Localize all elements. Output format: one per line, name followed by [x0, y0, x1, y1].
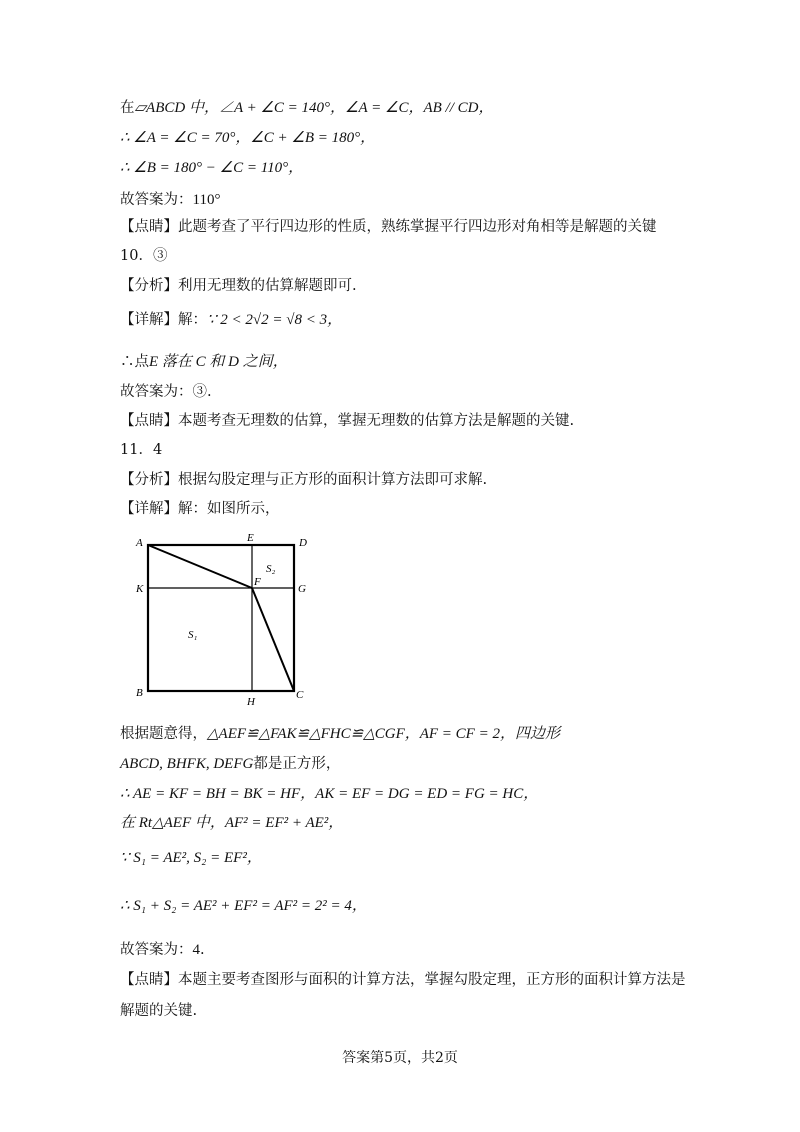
- text-line-22: 【点睛】本题主要考查图形与面积的计算方法，掌握勾股定理，正方形的面积计算方法是: [120, 972, 686, 988]
- text-line-8: [120, 310, 342, 330]
- geometry-figure: [128, 530, 318, 710]
- text-line-10: 故答案为：③.: [120, 384, 212, 400]
- question-number-11: 11．4: [120, 442, 163, 458]
- text-line-9: [120, 352, 288, 372]
- math-expression: ∵ 2 < 2√2 = √8 < 3，: [207, 312, 343, 328]
- analysis-line: 【分析】根据勾股定理与正方形的面积计算方法即可求解.: [120, 472, 488, 488]
- text-line-21: [120, 940, 205, 960]
- math-expression: ABCD, BHFK, DEFG: [120, 756, 254, 772]
- text-line-15: [120, 724, 560, 744]
- math-expression: E 落在 C 和 D 之间，: [149, 354, 288, 370]
- page-footer: 答案第5页，共2页: [342, 1050, 458, 1066]
- text-line-18: 在 Rt△AEF 中，AF² = EF² + AE²，: [120, 815, 344, 831]
- question-number-10: 10．③: [120, 248, 168, 264]
- text-line-4: [120, 190, 220, 210]
- text-line-17: ∴ AE = KF = BH = BK = HF，AK = EF = DG = ED = FG = HC，: [120, 786, 539, 802]
- label-e: E: [247, 532, 254, 544]
- text-line-5: 【点睛】此题考查了平行四边形的性质，熟练掌握平行四边形对角相等是解题的关键: [120, 219, 657, 235]
- text-line-19: ∵ S₁ = AE², S₂ = EF²，: [120, 850, 262, 866]
- text-line-14: 【详解】解：如图所示，: [120, 501, 280, 517]
- label-g: G: [298, 583, 306, 595]
- text-line-16: [120, 754, 340, 774]
- segment-fc: [252, 588, 294, 691]
- answer-value: 110°: [192, 192, 221, 208]
- period: .: [200, 942, 205, 958]
- label-f: F: [254, 576, 261, 588]
- math-expression: △AEF≌△FAK≌△FHC≌△CGF，AF = CF = 2，四边形: [207, 726, 560, 742]
- label-b: B: [136, 687, 143, 699]
- text-prefix: 根据题意得，: [120, 726, 207, 742]
- answer-label: 故答案为：: [120, 942, 193, 958]
- text-line-23: 解题的关键.: [120, 1003, 198, 1019]
- segment-af: [148, 545, 252, 588]
- text-line-20: ∴ S₁ + S₂ = AE² + EF² = AF² = 2² = 4，: [120, 898, 367, 914]
- math-expression: ▱ABCD 中，∠A + ∠C = 140°，∠A = ∠C，AB // CD，: [134, 100, 494, 116]
- text-prefix: 在: [120, 100, 135, 116]
- label-h: H: [247, 696, 255, 708]
- text-suffix: 都是正方形，: [253, 756, 341, 772]
- label-d: D: [299, 537, 307, 549]
- answer-value: 4: [192, 942, 200, 958]
- text-line-1: [120, 98, 493, 118]
- text-line-2: ∴ ∠A = ∠C = 70°，∠C + ∠B = 180°，: [120, 130, 376, 146]
- text-prefix: ∴点: [120, 354, 149, 370]
- analysis-line: 【分析】利用无理数的估算解题即可.: [120, 278, 357, 294]
- label-c: C: [296, 689, 304, 701]
- detail-label: 【详解】解：: [120, 312, 207, 328]
- text-line-11: 【点睛】本题考查无理数的估算，掌握无理数的估算方法是解题的关键.: [120, 413, 575, 429]
- label-s2: S₂: [266, 563, 276, 575]
- label-a: A: [136, 537, 143, 549]
- answer-label: 故答案为：: [120, 192, 193, 208]
- text-line-3: ∴ ∠B = 180° − ∠C = 110°，: [120, 160, 304, 176]
- label-s1: S₁: [188, 629, 198, 641]
- label-k: K: [136, 583, 144, 595]
